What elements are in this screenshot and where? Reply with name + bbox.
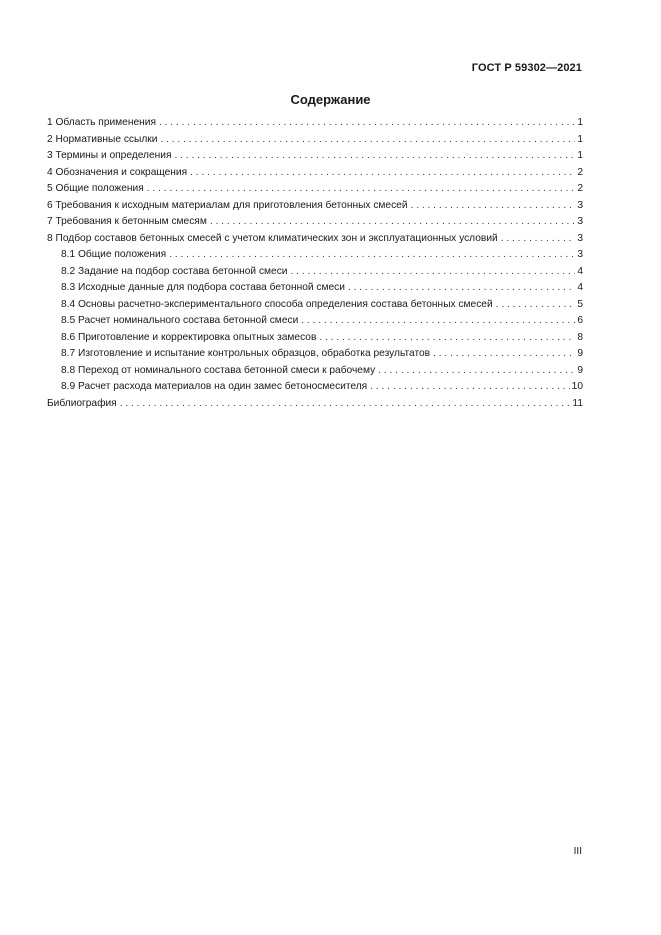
toc-entry[interactable] <box>47 165 583 182</box>
toc-entry-page: 10 <box>571 381 583 392</box>
toc-entry[interactable] <box>47 231 583 248</box>
toc-entry-label: 8.1 Общие положения <box>61 249 167 260</box>
toc-entry-page: 6 <box>577 315 583 326</box>
toc-entry[interactable] <box>47 198 583 215</box>
toc-entry[interactable] <box>47 214 583 231</box>
toc-entry-page: 11 <box>572 397 583 409</box>
toc-subentry[interactable] <box>47 297 583 314</box>
toc-leader-dots <box>190 165 575 182</box>
toc-entry-page: 9 <box>577 348 583 359</box>
toc-entry[interactable] <box>47 148 583 165</box>
toc-entry-page: 4 <box>577 265 583 277</box>
toc-entry-page: 9 <box>577 364 583 376</box>
toc-leader-dots <box>370 379 569 396</box>
toc-entry-label: 8.2 Задание на подбор состава бетонной смеси <box>61 265 288 277</box>
toc-entry-label: 4 Обозначения и сокращения <box>47 166 188 178</box>
toc-leader-dots <box>301 313 575 330</box>
toc-leader-dots <box>291 264 576 281</box>
toc-entry[interactable] <box>47 132 583 149</box>
toc-entry-label: 8.9 Расчет расхода материалов на один замес бетоносмесителя <box>61 381 368 392</box>
toc-leader-dots <box>174 148 575 165</box>
toc-entry-label: 8.4 Основы расчетно-экспериментального способа определения состава бетонных смесей <box>61 298 493 310</box>
toc-entry-label: 5 Общие положения <box>47 183 144 194</box>
toc-leader-dots <box>120 396 571 413</box>
toc-subentry[interactable] <box>47 313 583 330</box>
toc-entry-page: 3 <box>577 249 583 260</box>
toc-subentry[interactable] <box>47 363 583 380</box>
toc-entry-label: 3 Термины и определения <box>47 150 172 161</box>
toc-leader-dots <box>501 231 576 248</box>
toc-leader-dots <box>411 198 576 215</box>
toc-leader-dots <box>319 330 575 347</box>
toc-subentry[interactable] <box>47 330 583 347</box>
document-code: ГОСТ Р 59302—2021 <box>471 62 582 74</box>
toc-leader-dots <box>433 346 575 363</box>
toc-entry[interactable] <box>47 115 583 132</box>
toc-leader-dots <box>210 214 575 231</box>
toc-entry-label: 8.5 Расчет номинального состава бетонной смеси <box>61 315 299 326</box>
toc-entry-page: 8 <box>577 331 583 343</box>
toc-title: Содержание <box>290 92 371 107</box>
toc-entry[interactable] <box>47 396 583 413</box>
toc-subentry[interactable] <box>47 264 583 281</box>
toc-subentry[interactable] <box>47 247 583 264</box>
toc-leader-dots <box>147 181 576 198</box>
toc-entry[interactable] <box>47 181 583 198</box>
toc-entry-page: 1 <box>577 133 583 145</box>
toc-entry-label: 8.7 Изготовление и испытание контрольных образцов, обработка результатов <box>61 348 431 359</box>
toc-subentry[interactable] <box>47 280 583 297</box>
toc-entry-label: 8 Подбор составов бетонных смесей с учетом климатических зон и эксплуатационных условий <box>47 232 498 244</box>
toc-leader-dots <box>378 363 575 380</box>
toc-entry-label: 8.8 Переход от номинального состава бетонной смеси к рабочему <box>61 364 376 376</box>
toc-entry-label: 1 Область применения <box>47 117 156 128</box>
toc-entry-label: Библиография <box>47 397 117 409</box>
toc-entry-page: 2 <box>577 183 583 194</box>
table-of-contents <box>47 115 583 412</box>
toc-entry-page: 2 <box>577 166 583 178</box>
toc-entry-label: 8.3 Исходные данные для подбора состава бетонной смеси <box>61 282 345 293</box>
toc-subentry[interactable] <box>47 379 583 396</box>
toc-entry-label: 2 Нормативные ссылки <box>47 133 158 145</box>
toc-entry-page: 5 <box>577 298 583 310</box>
toc-leader-dots <box>160 132 575 149</box>
toc-leader-dots <box>496 297 576 314</box>
toc-leader-dots <box>159 115 575 132</box>
toc-entry-label: 6 Требования к исходным материалам для приготовления бетонных смесей <box>47 199 408 211</box>
toc-entry-page: 3 <box>577 199 583 211</box>
toc-subentry[interactable] <box>47 346 583 363</box>
toc-leader-dots <box>169 247 575 264</box>
toc-entry-page: 3 <box>577 216 583 227</box>
toc-entry-page: 3 <box>577 232 583 244</box>
page-folio: III <box>573 846 582 857</box>
toc-leader-dots <box>348 280 575 297</box>
toc-entry-page: 4 <box>577 282 583 293</box>
toc-entry-label: 8.6 Приготовление и корректировка опытных замесов <box>61 331 317 343</box>
toc-entry-page: 1 <box>577 117 583 128</box>
toc-entry-label: 7 Требования к бетонным смесям <box>47 216 207 227</box>
toc-entry-page: 1 <box>577 150 583 161</box>
